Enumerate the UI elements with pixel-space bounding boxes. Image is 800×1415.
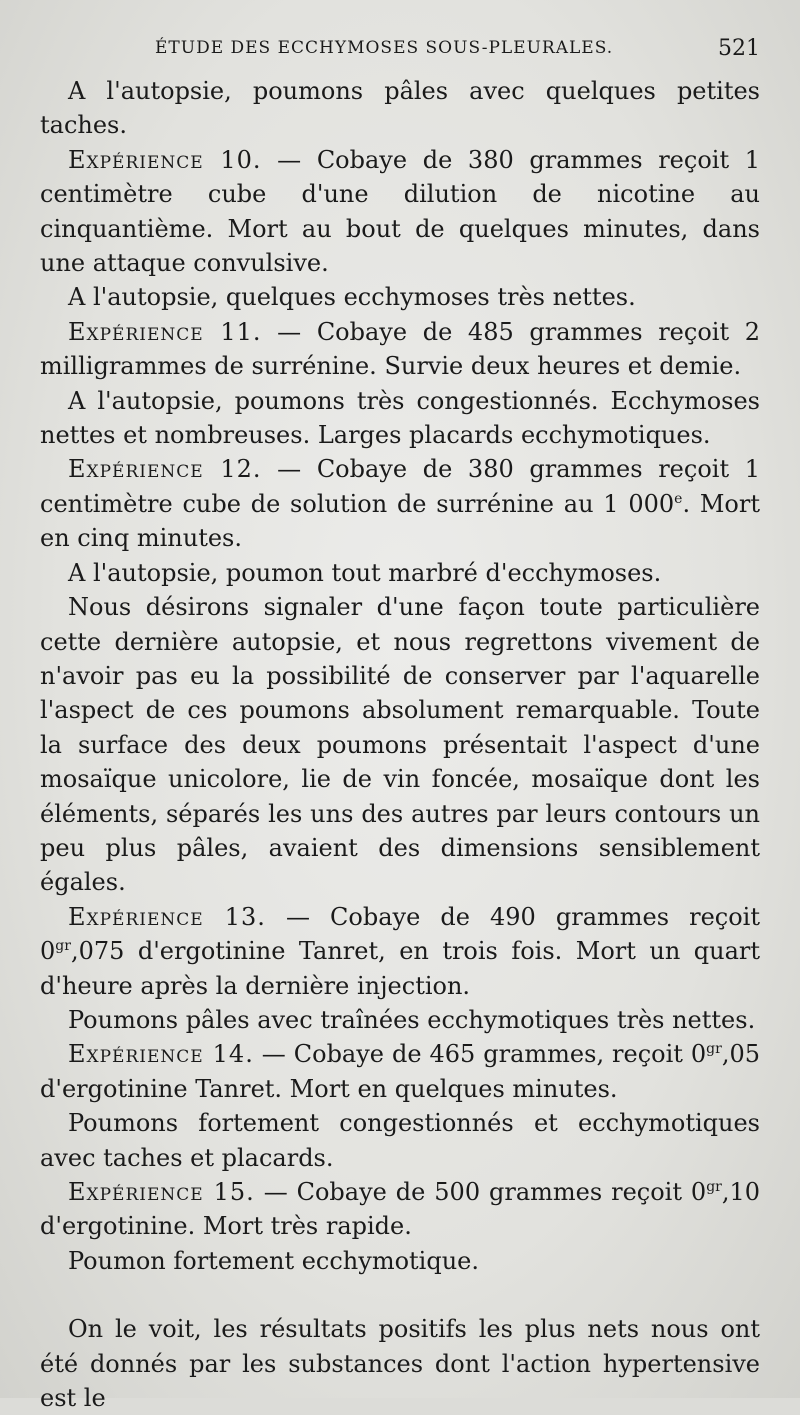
experiment-label: Expérience 14. <box>68 1040 254 1069</box>
paragraph-text: — Cobaye de 380 grammes reçoit 1 centimètre cube de solution de surrénine au 1 000 <box>40 455 761 518</box>
body-text <box>40 74 760 1415</box>
paragraph-text: — Cobaye de 380 grammes reçoit 1 centimètre cube d'une dilution de nicotine au cinquantième. Mort au bout de quelques minutes, dans une attaque convulsive. <box>40 145 761 278</box>
paragraph-text: A l'autopsie, poumon tout marbré d'ecchymoses. <box>68 558 662 587</box>
paragraph <box>40 1003 760 1037</box>
paragraph-text: ,05 d'ergotinine Tanret. Mort en quelques minutes. <box>40 1040 760 1103</box>
running-title: ÉTUDE DES ECCHYMOSES SOUS-PLEURALES. <box>155 38 614 58</box>
experiment-paragraph <box>40 315 760 384</box>
experiment-paragraph <box>40 900 760 1003</box>
paragraph-text: ,10 d'ergotinine. Mort très rapide. <box>40 1178 761 1241</box>
paragraph-text: — Cobaye de 490 grammes reçoit 0 <box>40 902 760 966</box>
paragraph-text: Poumons pâles avec traînées ecchymotiques très nettes. <box>68 1005 756 1034</box>
experiment-label: Expérience 13. <box>68 902 266 931</box>
paragraph-text: A l'autopsie, quelques ecchymoses très nettes. <box>68 283 636 312</box>
experiment-label: Expérience 10. <box>68 145 262 174</box>
superscript: gr <box>706 1041 722 1058</box>
superscript: gr <box>55 938 71 955</box>
paragraph-text: Poumons fortement congestionnés et ecchymotiques avec taches et placards. <box>40 1109 760 1172</box>
paragraph-text: . Mort en cinq minutes. <box>40 489 760 553</box>
paragraph-text: On le voit, les résultats positifs les plus nets nous ont été donnés par les substances dont l'action hypertensive est le <box>40 1315 760 1413</box>
experiment-paragraph <box>40 1037 760 1106</box>
experiment-paragraph <box>40 1175 760 1244</box>
paragraph-text: A l'autopsie, poumons très congestionnés. Ecchymoses nettes et nombreuses. Larges placards ecchymotiques. <box>40 386 760 450</box>
paragraph-text: — Cobaye de 465 grammes, reçoit 0 <box>253 1040 707 1069</box>
paragraph-text: ,075 d'ergotinine Tanret, en trois fois. Mort un quart d'heure après la dernière injection. <box>40 937 760 1000</box>
paragraph <box>40 384 760 453</box>
page-number: 521 <box>718 36 760 61</box>
paragraph <box>40 280 760 314</box>
running-head <box>40 30 760 74</box>
paragraph <box>40 556 760 590</box>
experiment-paragraph <box>40 143 760 281</box>
paragraph <box>40 590 760 900</box>
experiment-paragraph <box>40 452 760 555</box>
superscript: gr <box>706 1179 722 1195</box>
superscript: e <box>674 490 683 507</box>
paragraph-text: Nous désirons signaler d'une façon toute particulière cette dernière autopsie, et nous regrettons vivement de n'avoir pas eu la possibilité de conserver par l'aquarelle l'aspect de ces poumons absolument remarquable. Toute la surface des deux poumons présentait l'aspect d'une mosaïque unicolore, lie de vin foncée, mosaïque dont les éléments, séparés les uns des autres par leurs contours un peu plus pâles, avaient des dimensions sensiblement égales. <box>40 593 760 897</box>
paragraph <box>40 74 760 143</box>
experiment-label: Expérience 11. <box>68 317 262 346</box>
paragraph <box>40 1312 760 1415</box>
experiment-label: Expérience 12. <box>68 455 262 484</box>
paragraph-text: — Cobaye de 500 grammes reçoit 0 <box>254 1178 707 1206</box>
experiment-label: Expérience 15. <box>68 1178 255 1206</box>
paragraph <box>40 1106 760 1175</box>
paragraph-text: A l'autopsie, poumons pâles avec quelques petites taches. <box>40 77 760 140</box>
paragraph-text: Poumon fortement ecchymotique. <box>68 1246 479 1275</box>
paragraph <box>40 1244 760 1278</box>
paragraph-text: — Cobaye de 485 grammes reçoit 2 milligrammes de surrénine. Survie deux heures et demie. <box>40 317 761 381</box>
